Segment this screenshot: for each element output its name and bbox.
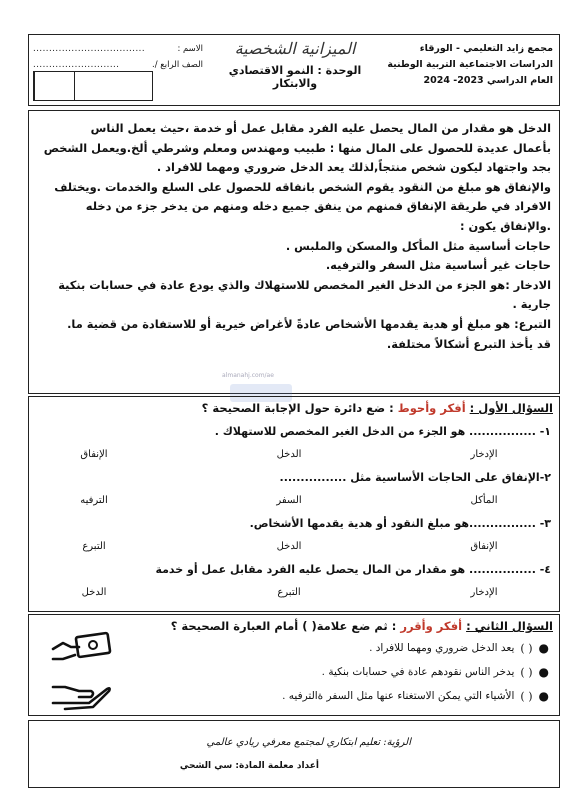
hand-give-icon — [49, 673, 115, 713]
money-hand-icon — [49, 629, 115, 669]
option[interactable]: الإدخار — [470, 449, 498, 460]
reading-passage — [28, 110, 560, 394]
q1-title-rest: : ضع دائرة حول الإجابة الصحيحة ؟ — [201, 401, 394, 415]
passage-line: الادخار :هو الجزء من الدخل الغير المخصص للاستهلاك والذي يودع عادة في حسابات بنكية — [58, 277, 551, 292]
q1-item-1-options — [49, 449, 529, 460]
subject-name: الدراسات الاجتماعية التربية الوطنية — [387, 59, 553, 70]
passage-line: .والإنفاق يكون : — [460, 218, 551, 233]
q1-title-highlight: أفكر وأحوط — [397, 401, 466, 415]
q1-item-3: ٣- ................هو مبلغ النقود أو هدية يقدمها الأشخاص. — [249, 517, 551, 530]
name-label: الاسم : — [177, 44, 203, 54]
option[interactable]: الترفيه — [80, 495, 108, 506]
q2-item-3 — [282, 689, 549, 703]
passage-text — [39, 119, 551, 354]
question-1 — [28, 396, 560, 612]
passage-line: الافراد في طريقة الإنفاق فمنهم من ينفق جميع دخله ومنهم من يدخر جزء من دخله — [85, 199, 551, 214]
passage-line: بأعمال عديدة للحصول على المال منها : طبيب ومهندس ومعلم وشرطي ألخ.ويعمل الشخص — [43, 140, 551, 155]
passage-line: حاجات أساسية مثل المأكل والمسكن والملبس . — [285, 238, 551, 253]
option[interactable]: الإدخار — [470, 587, 498, 598]
answer-box[interactable]: ( ) — [520, 665, 533, 679]
passage-line: والإنفاق هو مبلغ من النقود يقوم الشخص بانفاقه للحصول على السلع والخدمات .ويختلف — [54, 179, 551, 194]
passage-line: التبرع: هو مبلغ أو هدية يقدمها الأشخاص عادةً لأغراض خيرية أو للاستفادة من قضية ما. — [67, 316, 551, 331]
answer-box[interactable]: ( ) — [520, 689, 533, 703]
question-1-title — [202, 401, 553, 415]
q1-item-4: ٤- ................ هو مقدار من المال يحصل عليه الفرد مقابل عمل أو خدمة — [155, 563, 551, 576]
q1-item-2-options — [49, 495, 529, 506]
option[interactable]: التبرع — [82, 541, 106, 552]
header — [28, 34, 560, 106]
option[interactable]: السفر — [276, 495, 302, 506]
lesson-title: الوحدة : النمو الاقتصادي والابتكار — [228, 64, 362, 90]
q2-item-1 — [369, 641, 549, 655]
school-info — [383, 41, 553, 89]
grade-field[interactable]: ........................... — [33, 60, 120, 70]
option[interactable]: الدخل — [276, 449, 302, 460]
q1-item-2: ٢-الإنفاق على الحاجات الأساسية مثل ................ — [279, 471, 551, 484]
grade-label: الصف الرابع /. — [152, 60, 203, 70]
q2-item-text: الأشياء التي يمكن الاستغناء عنها مثل السفر ةالترفيه . — [282, 690, 515, 702]
passage-line: حاجات غير أساسية مثل السفر والترفيه. — [325, 258, 551, 273]
q2-item-2 — [322, 665, 549, 679]
score-box[interactable] — [34, 72, 74, 100]
answer-box[interactable]: ( ) — [520, 641, 533, 655]
option[interactable]: الإنفاق — [80, 449, 108, 460]
title-block — [205, 39, 385, 90]
bullet-icon: ● — [538, 641, 549, 655]
prepared-by: أعداد معلمة المادة: سي الشحي — [179, 761, 319, 771]
option[interactable]: الإنفاق — [470, 541, 498, 552]
name-field[interactable]: ................................... — [33, 44, 146, 54]
q2-item-text: يعد الدخل ضروري ومهما للافراد . — [369, 642, 515, 654]
score-box[interactable] — [113, 72, 152, 100]
footer — [28, 720, 560, 788]
option[interactable]: التبرع — [277, 587, 301, 598]
question-2 — [28, 614, 560, 716]
score-boxes — [33, 71, 153, 101]
q1-title-prefix: السؤال الأول : — [469, 401, 553, 415]
bullet-icon: ● — [538, 665, 549, 679]
watermark-text: almanahj.com/ae — [222, 372, 274, 379]
school-name: مجمع زايد التعليمي - الورقاء — [419, 43, 553, 54]
vision-statement: الرؤية: تعليم ابتكاري لمجتمع معرفي ريادي عالمي — [206, 737, 411, 748]
passage-line: الدخل هو مقدار من المال يحصل عليه الفرد مقابل عمل أو خدمة ،حيث يعمل الناس — [90, 121, 551, 135]
option[interactable]: الدخل — [276, 541, 302, 552]
unit-title: الميزانية الشخصية — [234, 39, 356, 58]
passage-line: بجد واجتهاد ليكون شخص منتجاً,لذلك يعد الدخل ضروري ومهما للافراد . — [156, 160, 551, 175]
passage-line: قد يأخذ التبرع أشكالاً مختلفة. — [386, 336, 551, 351]
score-box[interactable] — [74, 72, 114, 100]
q2-item-text: يدخر الناس نقودهم عادة في حسابات بنكية . — [321, 666, 515, 678]
bullet-icon: ● — [538, 689, 549, 703]
q1-item-3-options — [49, 541, 529, 552]
student-info — [33, 41, 203, 73]
q2-title-highlight: أفكر وأقرر — [400, 619, 463, 633]
academic-year: العام الدراسي 2023- 2024 — [423, 75, 553, 86]
passage-line: جارية . — [512, 297, 551, 312]
question-2-title — [171, 619, 553, 633]
q2-title-prefix: السؤال الثاني : — [466, 619, 553, 633]
option[interactable]: الدخل — [81, 587, 107, 598]
q1-item-1: ١- ................ هو الجزء من الدخل الغير المخصص للاستهلاك . — [214, 425, 551, 438]
option[interactable]: المأكل — [470, 495, 498, 506]
q1-item-4-options — [49, 587, 529, 598]
q2-title-rest: : ثم ضع علامة( ) أمام العبارة الصحيحة ؟ — [170, 619, 397, 633]
